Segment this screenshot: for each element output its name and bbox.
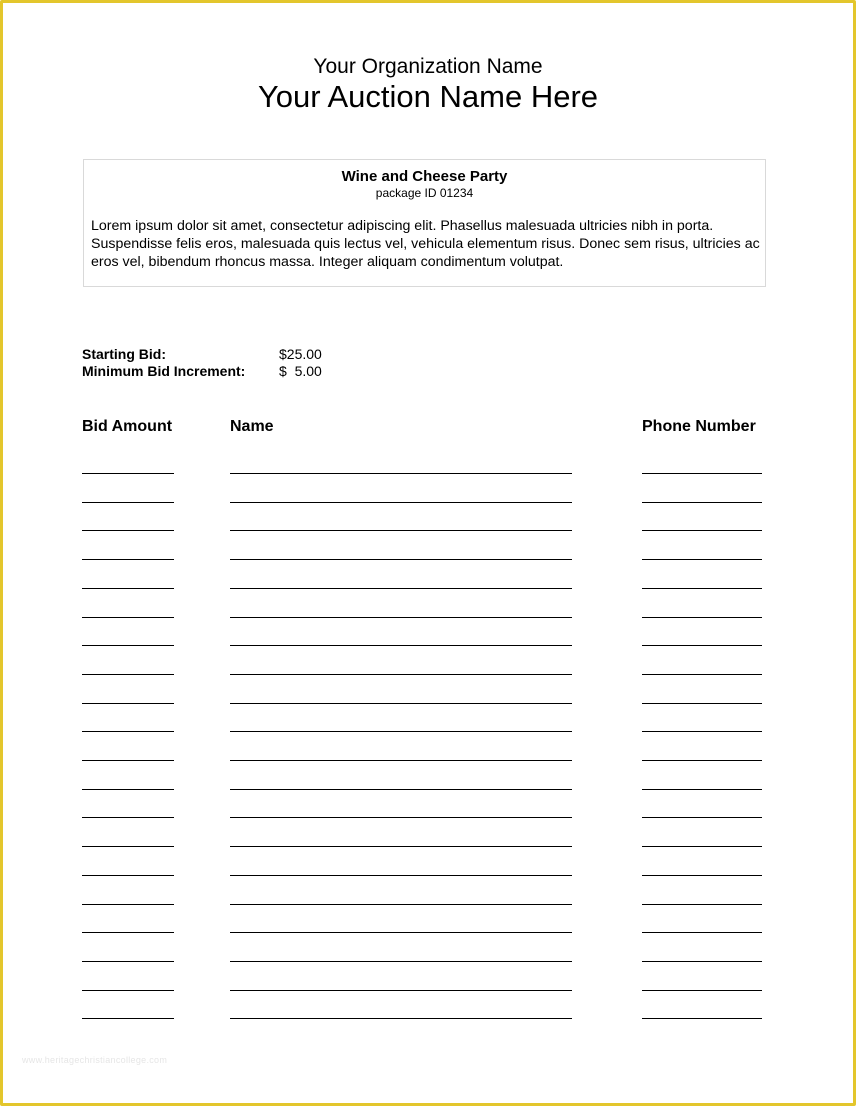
bid-amount-line[interactable] bbox=[82, 990, 174, 991]
bid-amount-line[interactable] bbox=[82, 703, 174, 704]
name-line[interactable] bbox=[230, 932, 572, 933]
phone-number-line[interactable] bbox=[642, 559, 762, 560]
phone-number-line[interactable] bbox=[642, 617, 762, 618]
phone-number-line[interactable] bbox=[642, 1018, 762, 1019]
column-header-phone-number: Phone Number bbox=[642, 418, 756, 435]
name-line[interactable] bbox=[230, 559, 572, 560]
phone-number-line[interactable] bbox=[642, 932, 762, 933]
name-line[interactable] bbox=[230, 731, 572, 732]
phone-number-line[interactable] bbox=[642, 731, 762, 732]
column-header-bid-amount: Bid Amount bbox=[82, 418, 173, 435]
name-line[interactable] bbox=[230, 760, 572, 761]
bid-amount-line[interactable] bbox=[82, 875, 174, 876]
bid-amount-line[interactable] bbox=[82, 731, 174, 732]
phone-number-line[interactable] bbox=[642, 473, 762, 474]
name-line[interactable] bbox=[230, 674, 572, 675]
name-line[interactable] bbox=[230, 817, 572, 818]
starting-bid-label: Starting Bid: bbox=[82, 346, 166, 362]
name-line[interactable] bbox=[230, 961, 572, 962]
watermark: www.heritagechristiancollege.com bbox=[22, 1055, 168, 1065]
phone-number-line[interactable] bbox=[642, 530, 762, 531]
package-id: package ID 01234 bbox=[375, 186, 474, 200]
name-line[interactable] bbox=[230, 904, 572, 905]
bid-amount-line[interactable] bbox=[82, 559, 174, 560]
phone-number-line[interactable] bbox=[642, 817, 762, 818]
package-description: Lorem ipsum dolor sit amet, consectetur adipiscing elit. Phasellus malesuada ultricies nibh in porta. Suspendisse felis eros, malesuada quis lectus vel, vehicula elementum risus. Donec sem risus, ultricies ac eros vel, bibendum rhoncus massa. Integer aliquam condimentum volutpat. bbox=[91, 218, 760, 270]
name-line[interactable] bbox=[230, 473, 572, 474]
phone-number-line[interactable] bbox=[642, 703, 762, 704]
name-line[interactable] bbox=[230, 990, 572, 991]
bid-amount-line[interactable] bbox=[82, 932, 174, 933]
min-increment-label: Minimum Bid Increment: bbox=[82, 363, 246, 379]
bid-amount-line[interactable] bbox=[82, 846, 174, 847]
phone-number-line[interactable] bbox=[642, 502, 762, 503]
phone-number-line[interactable] bbox=[642, 789, 762, 790]
name-line[interactable] bbox=[230, 530, 572, 531]
bid-amount-line[interactable] bbox=[82, 817, 174, 818]
bid-amount-line[interactable] bbox=[82, 645, 174, 646]
bid-amount-line[interactable] bbox=[82, 904, 174, 905]
package-title: Wine and Cheese Party bbox=[341, 168, 508, 185]
min-increment-value: $ 5.00 bbox=[279, 363, 322, 379]
bid-amount-line[interactable] bbox=[82, 961, 174, 962]
phone-number-line[interactable] bbox=[642, 961, 762, 962]
phone-number-line[interactable] bbox=[642, 875, 762, 876]
bid-amount-line[interactable] bbox=[82, 588, 174, 589]
organization-name: Your Organization Name bbox=[313, 55, 543, 78]
bid-amount-line[interactable] bbox=[82, 473, 174, 474]
bid-amount-line[interactable] bbox=[82, 674, 174, 675]
bid-amount-line[interactable] bbox=[82, 530, 174, 531]
name-line[interactable] bbox=[230, 588, 572, 589]
bid-amount-line[interactable] bbox=[82, 1018, 174, 1019]
phone-number-line[interactable] bbox=[642, 990, 762, 991]
phone-number-line[interactable] bbox=[642, 760, 762, 761]
name-line[interactable] bbox=[230, 789, 572, 790]
starting-bid-value: $25.00 bbox=[279, 346, 322, 362]
phone-number-line[interactable] bbox=[642, 904, 762, 905]
name-line[interactable] bbox=[230, 645, 572, 646]
name-line[interactable] bbox=[230, 703, 572, 704]
name-line[interactable] bbox=[230, 1018, 572, 1019]
auction-name: Your Auction Name Here bbox=[257, 79, 599, 114]
phone-number-line[interactable] bbox=[642, 645, 762, 646]
bid-amount-line[interactable] bbox=[82, 760, 174, 761]
phone-number-line[interactable] bbox=[642, 846, 762, 847]
bid-amount-line[interactable] bbox=[82, 789, 174, 790]
name-line[interactable] bbox=[230, 502, 572, 503]
column-header-name: Name bbox=[230, 418, 274, 435]
phone-number-line[interactable] bbox=[642, 674, 762, 675]
bid-amount-line[interactable] bbox=[82, 617, 174, 618]
name-line[interactable] bbox=[230, 617, 572, 618]
name-line[interactable] bbox=[230, 846, 572, 847]
name-line[interactable] bbox=[230, 875, 572, 876]
bid-amount-line[interactable] bbox=[82, 502, 174, 503]
phone-number-line[interactable] bbox=[642, 588, 762, 589]
